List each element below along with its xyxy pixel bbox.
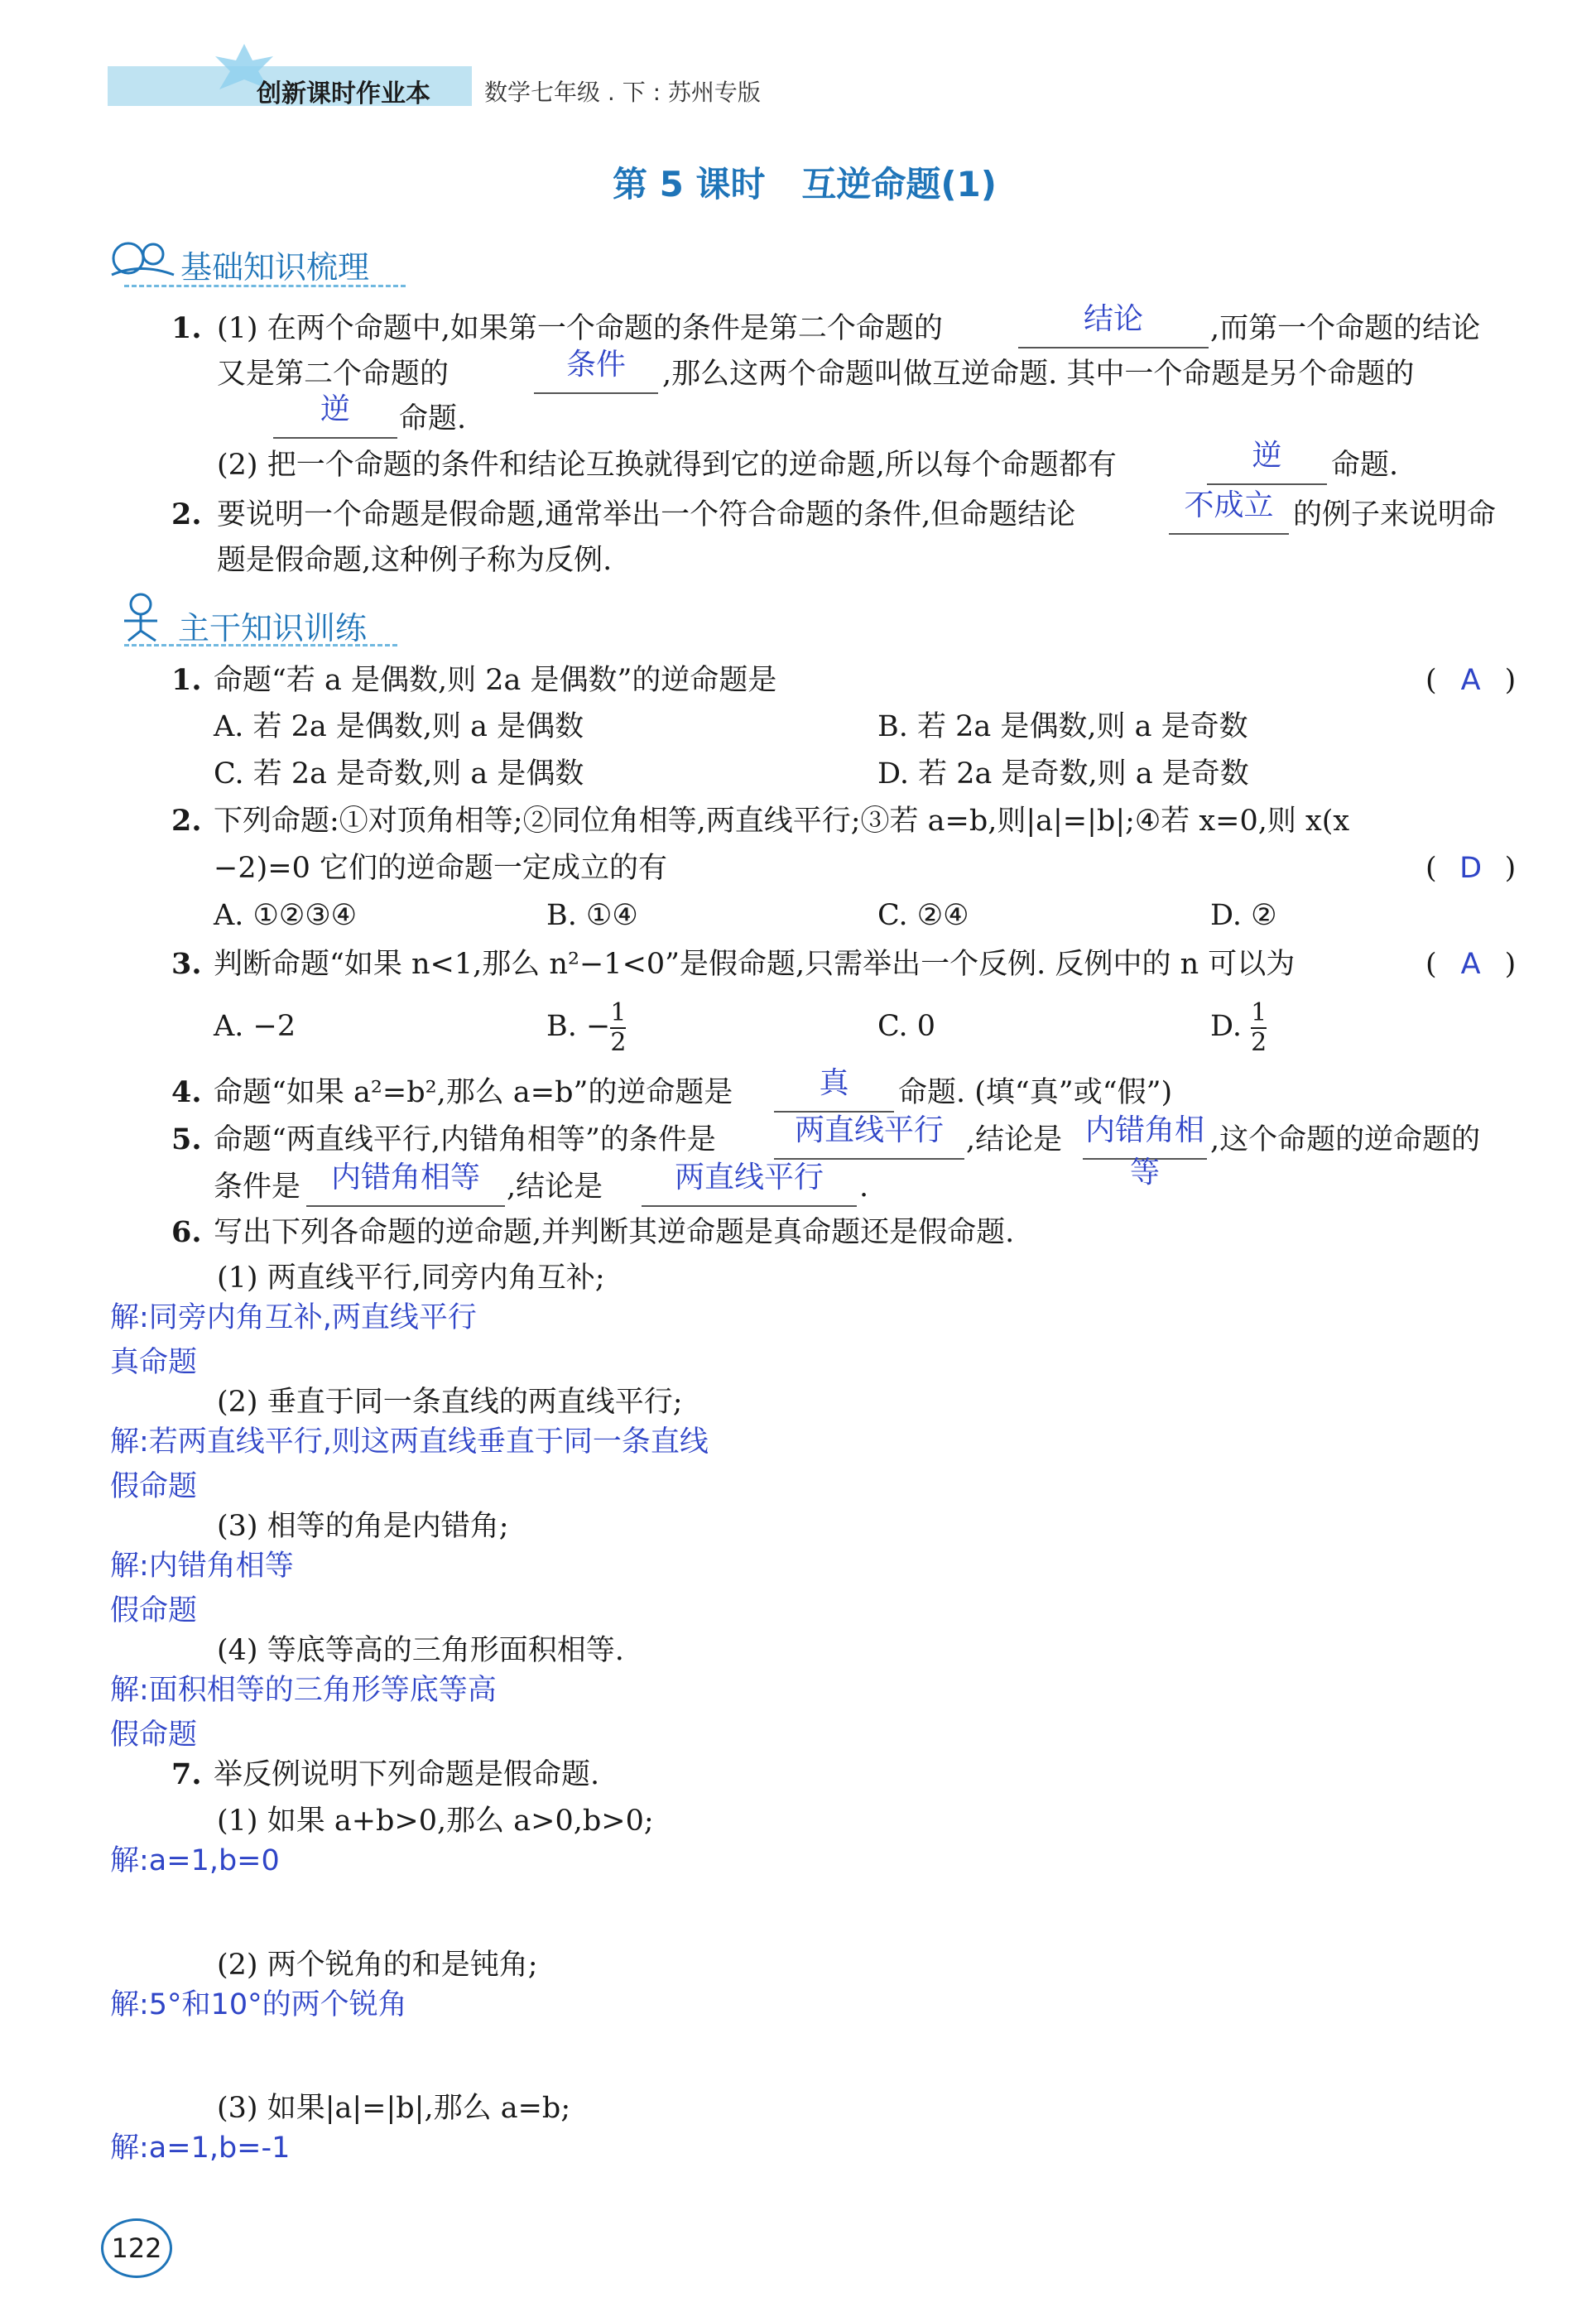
main-q2-option-d[interactable]: D. ②: [1210, 899, 1277, 932]
main-q6-item4-solution: 解:面积相等的三角形等底等高: [110, 1674, 497, 1707]
main-q1-option-d[interactable]: D. 若 2a 是奇数,则 a 是奇数: [877, 757, 1249, 791]
main-q3-option-d-prefix: D.: [1210, 1010, 1242, 1043]
basic-q2-answer: 不成立: [1184, 488, 1274, 522]
main-q5-blank-conclusion[interactable]: [1083, 1113, 1207, 1190]
main-q1-stem: 命题“若 a 是偶数,则 2a 是偶数”的逆命题是: [214, 664, 777, 697]
main-q3-number: 3.: [171, 947, 202, 981]
main-q1-answer: A: [1460, 664, 1481, 697]
header-book-title: 创新课时作业本: [257, 79, 430, 108]
basic-q1-2-text-a: (2) 把一个命题的条件和结论互换就得到它的逆命题,所以每个命题都有: [217, 449, 1117, 482]
main-q5-text-e: ,结论是: [507, 1170, 603, 1204]
main-q1-bracket: ( A ): [1425, 664, 1517, 697]
main-q2-option-b[interactable]: B. ①④: [546, 899, 638, 932]
main-q3-option-b[interactable]: [546, 993, 626, 1060]
main-q2-stem-line2: −2)=0 它们的逆命题一定成立的有: [214, 852, 667, 885]
main-q6-stem: 写出下列各命题的逆命题,并判断其逆命题是真命题还是假命题.: [214, 1216, 1015, 1249]
main-q6-number: 6.: [171, 1215, 202, 1249]
main-q6-item3-verdict: 假命题: [110, 1594, 198, 1627]
main-q4-number: 4.: [171, 1075, 202, 1109]
main-q6-item2-question: (2) 垂直于同一条直线的两直线平行;: [217, 1386, 683, 1419]
basic-q1-blank-1[interactable]: [1018, 302, 1209, 348]
basic-q1-2-blank[interactable]: [1207, 439, 1327, 485]
main-q7-item1-solution: 解:a=1,b=0: [110, 1844, 280, 1877]
basic-q1-2-answer: 逆: [1252, 439, 1282, 473]
main-q7-item3-solution: 解:a=1,b=-1: [110, 2132, 291, 2165]
main-q3-option-b-fraction: [610, 999, 626, 1057]
main-q2-option-c[interactable]: C. ②④: [877, 899, 969, 932]
main-q5-answer-converse-condition: 内错角相等: [330, 1161, 480, 1194]
main-q1-option-a[interactable]: A. 若 2a 是偶数,则 a 是偶数: [214, 710, 584, 743]
basic-q1-answer-1: 结论: [1083, 302, 1143, 336]
main-q5-answer-conclusion: 内错角相等: [1084, 1113, 1204, 1190]
basic-q1-part1-text-a: (1) 在两个命题中,如果第一个命题的条件是第二个命题的: [217, 312, 943, 345]
main-q5-answer-converse-conclusion: 两直线平行: [674, 1161, 824, 1194]
main-q3-option-a[interactable]: A. −2: [214, 1010, 296, 1043]
main-q1-option-b[interactable]: B. 若 2a 是偶数,则 a 是奇数: [877, 710, 1248, 743]
main-q7-item2-question: (2) 两个锐角的和是钝角;: [217, 1949, 538, 1982]
basic-q2-number: 2.: [171, 497, 202, 531]
main-q4-answer: 真: [819, 1066, 849, 1100]
main-q2-option-a[interactable]: A. ①②③④: [214, 899, 358, 932]
basic-q1-blank-3[interactable]: [273, 392, 397, 439]
basic-q2-text-c: 题是假命题,这种例子称为反例.: [217, 544, 613, 577]
main-q6-item1-solution: 解:同旁内角互补,两直线平行: [110, 1301, 477, 1334]
basic-q1-part2-text-a: 又是第二个命题的: [217, 358, 449, 391]
main-q5-blank-converse-condition[interactable]: [306, 1161, 505, 1207]
main-q5-answer-condition: 两直线平行: [794, 1113, 944, 1147]
page-number-badge: [101, 2218, 172, 2278]
basic-q1-blank-2[interactable]: [534, 348, 658, 394]
main-q6-item2-solution: 解:若两直线平行,则这两直线垂直于同一条直线: [110, 1425, 709, 1459]
main-q5-blank-converse-conclusion[interactable]: [642, 1161, 857, 1207]
section-main-underline: [124, 644, 397, 646]
basic-q1-part3-text: 命题.: [399, 402, 467, 435]
fraction-numerator: 1: [1251, 997, 1267, 1027]
basic-q1-number: 1.: [171, 311, 202, 345]
main-q5-number: 5.: [171, 1122, 202, 1156]
main-q5-text-b: ,结论是: [966, 1123, 1063, 1156]
basic-q2-blank[interactable]: [1169, 488, 1289, 535]
main-q6-item1-question: (1) 两直线平行,同旁内角互补;: [217, 1262, 605, 1295]
fraction-denominator: 2: [1251, 1027, 1267, 1057]
section-basic-icon: [108, 233, 178, 286]
main-q6-item1-verdict: 真命题: [110, 1346, 198, 1379]
main-q3-option-b-prefix: B. −: [546, 1010, 611, 1043]
main-q7-item3-question: (3) 如果|a|=|b|,那么 a=b;: [217, 2092, 571, 2125]
lesson-title: 第 5 课时 互逆命题(1): [613, 164, 997, 204]
main-q6-item4-question: (4) 等底等高的三角形面积相等.: [217, 1634, 624, 1667]
header-subtitle: 数学七年级 . 下 : 苏州专版: [484, 79, 761, 106]
main-q3-option-d-fraction: [1251, 999, 1267, 1057]
main-q4-text-b: 命题. (填“真”或“假”): [898, 1076, 1173, 1109]
basic-q1-part2-text-b: ,那么这两个命题叫做互逆命题. 其中一个命题是另个命题的: [662, 358, 1415, 391]
main-q5-text-d: 条件是: [214, 1170, 301, 1204]
main-q1-option-c[interactable]: C. 若 2a 是奇数,则 a 是偶数: [214, 757, 584, 791]
basic-q2-text-b: 的例子来说明命: [1293, 498, 1497, 531]
main-q5-text-f: .: [859, 1170, 869, 1204]
basic-q1-answer-2: 条件: [565, 348, 626, 382]
fraction-numerator: 1: [610, 997, 627, 1027]
section-main-title: 主干知识训练: [178, 610, 368, 646]
main-q6-item2-verdict: 假命题: [110, 1470, 198, 1503]
main-q2-number: 2.: [171, 804, 202, 838]
main-q2-answer: D: [1459, 852, 1483, 885]
main-q5-text-c: ,这个命题的逆命题的: [1210, 1123, 1481, 1156]
main-q2-bracket: ( D ): [1425, 852, 1517, 885]
main-q1-number: 1.: [171, 663, 202, 697]
page-number: 122: [111, 2233, 162, 2264]
basic-q1-part1-text-b: ,而第一个命题的结论: [1210, 312, 1481, 345]
section-basic-title: 基础知识梳理: [180, 249, 370, 286]
basic-q2-text-a: 要说明一个命题是假命题,通常举出一个符合命题的条件,但命题结论: [217, 498, 1076, 531]
fraction-denominator: 2: [610, 1027, 627, 1057]
main-q2-stem-line1: 下列命题:①对顶角相等;②同位角相等,两直线平行;③若 a=b,则|a|=|b|;④若 x=0,则 x(x: [214, 805, 1350, 838]
basic-q1-answer-3: 逆: [320, 392, 350, 426]
main-q3-bracket: ( A ): [1425, 948, 1517, 981]
main-q7-item1-question: (1) 如果 a+b>0,那么 a>0,b>0;: [217, 1805, 654, 1838]
main-q3-answer: A: [1460, 948, 1481, 981]
main-q3-stem: 判断命题“如果 n<1,那么 n²−1<0”是假命题,只需举出一个反例. 反例中的 n 可以为: [214, 948, 1296, 981]
section-main-icon: [108, 589, 178, 646]
main-q4-text-a: 命题“如果 a²=b²,那么 a=b”的逆命题是: [214, 1076, 733, 1109]
main-q7-item2-solution: 解:5°和10°的两个锐角: [110, 1988, 407, 2021]
main-q6-item4-verdict: 假命题: [110, 1718, 198, 1752]
main-q5-text-a: 命题“两直线平行,内错角相等”的条件是: [214, 1123, 716, 1156]
main-q7-stem: 举反例说明下列命题是假命题.: [214, 1758, 600, 1791]
section-basic-underline: [124, 285, 406, 287]
main-q6-item3-question: (3) 相等的角是内错角;: [217, 1510, 509, 1543]
main-q3-option-d[interactable]: [1210, 993, 1267, 1060]
basic-q1-2-text-b: 命题.: [1331, 449, 1399, 482]
main-q7-number: 7.: [171, 1757, 202, 1791]
main-q6-item3-solution: 解:内错角相等: [110, 1550, 294, 1583]
main-q3-option-c[interactable]: C. 0: [877, 1010, 936, 1043]
